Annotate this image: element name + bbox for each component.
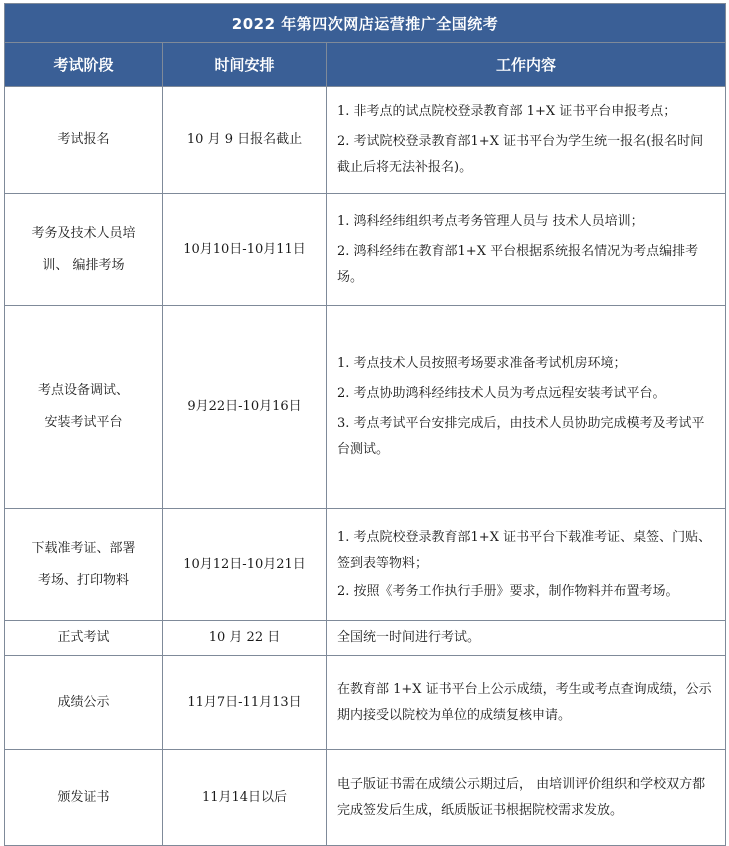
stage-cell bbox=[5, 87, 163, 194]
stage-cell bbox=[5, 194, 163, 306]
content-item: 电子版证书需在成绩公示期过后， 由培训评价组织和学校双方都完成签发后生成，纸质版证书根据院校需求发放。 bbox=[337, 776, 706, 818]
content-cell bbox=[327, 750, 726, 846]
stage-cell bbox=[5, 306, 163, 509]
content-item: 1. 非考点的试点院校登录教育部 1+X 证书平台申报考点； bbox=[337, 104, 677, 119]
table-row bbox=[5, 87, 726, 194]
table-row bbox=[5, 750, 726, 846]
table-row bbox=[5, 306, 726, 509]
table-row bbox=[5, 656, 726, 750]
exam-schedule-table bbox=[4, 3, 726, 846]
table-title: 2022 年第四次网店运营推广全国统考 bbox=[5, 4, 726, 43]
header-content: 工作内容 bbox=[327, 43, 726, 87]
content-cell bbox=[327, 509, 726, 621]
stage-text: 安装考试平台 bbox=[44, 415, 123, 430]
stage-text: 考点设备调试、 bbox=[37, 383, 129, 398]
stage-text: 颁发证书 bbox=[57, 789, 110, 805]
time-cell: 10月12日-10月21日 bbox=[163, 509, 327, 621]
stage-cell bbox=[5, 750, 163, 846]
stage-cell bbox=[5, 656, 163, 750]
content-cell bbox=[327, 306, 726, 509]
content-cell bbox=[327, 194, 726, 306]
stage-cell bbox=[5, 621, 163, 656]
time-cell: 11月7日-11月13日 bbox=[163, 656, 327, 750]
stage-text: 训、 编排考场 bbox=[42, 257, 125, 273]
table-row bbox=[5, 621, 726, 656]
content-item: 3. 考点考试平台安排完成后，由技术人员协助完成模考及考试平台测试。 bbox=[337, 416, 705, 457]
header-stage: 考试阶段 bbox=[5, 43, 163, 87]
stage-text: 成绩公示 bbox=[57, 694, 110, 710]
stage-text: 考场、打印物料 bbox=[37, 572, 129, 588]
title-row bbox=[5, 4, 726, 43]
content-item: 2. 鸿科经纬在教育部1+X 平台根据系统报名情况为考点编排考场。 bbox=[337, 243, 699, 285]
content-item: 1. 考点技术人员按照考场要求准备考试机房环境； bbox=[337, 356, 627, 371]
content-item: 2. 按照《考务工作执行手册》要求，制作物料并布置考场。 bbox=[337, 583, 679, 599]
stage-cell bbox=[5, 509, 163, 621]
header-time: 时间安排 bbox=[163, 43, 327, 87]
content-cell bbox=[327, 621, 726, 656]
content-item: 1. 考点院校登录教育部1+X 证书平台下载准考证、桌签、门贴、签到表等物料； bbox=[337, 529, 712, 571]
content-cell bbox=[327, 656, 726, 750]
table-row bbox=[5, 509, 726, 621]
content-item: 1. 鸿科经纬组织考点考务管理人员与 技术人员培训； bbox=[337, 213, 644, 229]
stage-text: 考试报名 bbox=[57, 132, 110, 147]
time-cell: 10 月 22 日 bbox=[163, 621, 327, 656]
content-cell bbox=[327, 87, 726, 194]
time-cell: 10 月 9 日报名截止 bbox=[163, 87, 327, 194]
time-cell: 10月10日-10月11日 bbox=[163, 194, 327, 306]
table-row bbox=[5, 194, 726, 306]
content-item: 在教育部 1+X 证书平台上公示成绩，考生或考点查询成绩，公示期内接受以院校为单位的成绩复核申请。 bbox=[337, 681, 712, 723]
content-item: 2. 考点协助鸿科经纬技术人员为考点远程安装考试平台。 bbox=[337, 386, 666, 401]
header-row bbox=[5, 43, 726, 87]
content-item: 2. 考试院校登录教育部1+X 证书平台为学生统一报名(报名时间截止后将无法补报名)。 bbox=[337, 134, 704, 175]
stage-text: 正式考试 bbox=[57, 630, 110, 645]
stage-text: 考务及技术人员培 bbox=[31, 225, 136, 241]
time-cell: 11月14日以后 bbox=[163, 750, 327, 846]
content-item: 全国统一时间进行考试。 bbox=[337, 630, 481, 645]
stage-text: 下载准考证、部署 bbox=[31, 540, 136, 556]
time-cell: 9月22日-10月16日 bbox=[163, 306, 327, 509]
